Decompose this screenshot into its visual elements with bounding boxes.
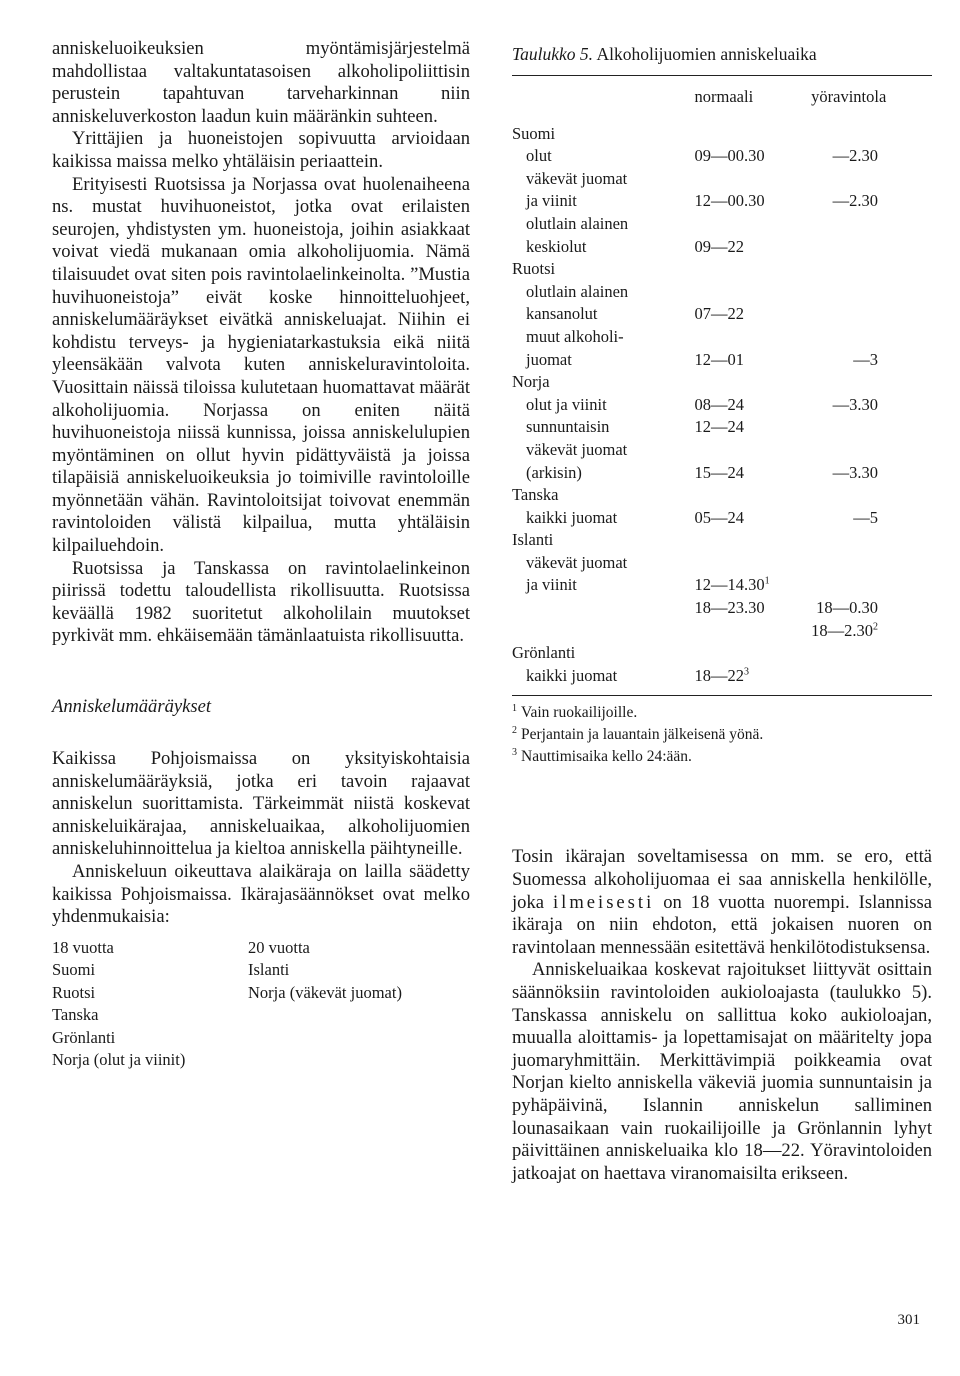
table-cell xyxy=(695,439,812,462)
table-row xyxy=(512,349,932,372)
table-cell xyxy=(512,665,695,688)
table-cell xyxy=(512,574,695,597)
text-run: Tosin ikärajan soveltamisessa on mm. se ero, että Suomessa alkoholijuomaa ei saa anniskella henkilölle, joka xyxy=(512,846,932,913)
table-cell xyxy=(811,552,932,575)
table-cell xyxy=(695,529,812,552)
table-cell xyxy=(695,597,812,620)
table-cell xyxy=(512,190,695,213)
paragraph-suitability: Yrittäjien ja huoneistojen sopivuutta arvioidaan kaikissa maissa melko yhtäläisin periaattein. xyxy=(52,128,470,172)
table-cell xyxy=(811,213,932,236)
table-cell xyxy=(512,326,695,349)
table-cell xyxy=(512,620,695,643)
table-cell xyxy=(811,281,932,304)
table-cell xyxy=(512,597,695,620)
table-row xyxy=(512,145,932,168)
cell-text: ja viinit xyxy=(526,575,577,595)
cell-text: kaikki juomat xyxy=(526,507,618,527)
page-number: 301 xyxy=(897,1312,920,1328)
table-row xyxy=(512,190,932,213)
footnote-text: Perjantain ja lauantain jälkeisenä yönä. xyxy=(521,726,764,744)
footnote xyxy=(512,746,932,768)
table-row xyxy=(512,665,932,688)
age-list-item: 18 vuotta xyxy=(52,937,114,957)
table-cell xyxy=(695,416,812,439)
table-cell xyxy=(512,484,695,507)
age-list-item: Norja (olut ja viinit) xyxy=(52,1050,186,1070)
cell-text: väkevät juomat xyxy=(526,439,628,459)
table-row xyxy=(512,281,932,304)
table-row xyxy=(512,371,932,394)
serving-hours-table xyxy=(512,76,932,687)
table-row xyxy=(512,574,932,597)
cell-text: juomat xyxy=(526,349,572,369)
table-cell xyxy=(695,326,812,349)
table-cell xyxy=(811,529,932,552)
age-list-item: Suomi xyxy=(52,960,96,980)
table-body xyxy=(512,123,932,688)
age-limit-list xyxy=(52,937,470,1072)
text-run: on 18 vuotta nuorempi. Islannissa ikäraja on niin ehdoton, että jokaisen nuoren on ravintolaan mennessään esitettävä henkilötodistuksensa. xyxy=(512,891,932,958)
footnote-marker: 1 xyxy=(764,575,770,587)
cell-text: 12—24 xyxy=(694,417,745,437)
table-cell xyxy=(512,529,695,552)
table-row xyxy=(512,529,932,552)
table-row xyxy=(512,236,932,259)
table-header-normal: normaali xyxy=(694,87,754,106)
cell-text: 12—00.30 xyxy=(694,191,765,211)
cell-text: 18—22 xyxy=(694,665,745,685)
table-cell xyxy=(512,213,695,236)
cell-text: 09—00.30 xyxy=(694,146,765,166)
cell-text: 05—24 xyxy=(694,507,745,527)
table-cell xyxy=(811,462,932,485)
cell-text: 12—01 xyxy=(694,349,745,369)
left-column xyxy=(52,38,470,1072)
paragraph-age-application xyxy=(512,846,932,959)
table-row xyxy=(512,258,932,281)
table-cell xyxy=(512,462,695,485)
table-cell xyxy=(695,303,812,326)
table-caption-number: 5. xyxy=(579,44,594,64)
cell-text: olutlain alainen xyxy=(526,213,629,233)
table-header-night: yöravintola xyxy=(811,87,887,106)
paragraph-serving-time: Anniskeluaikaa koskevat rajoitukset liittyvät osittain säännöksiin ravintoloiden aukioloajasta (taulukko 5). Tanskassa anniskelu on sallittua koko aukioloajan, muualla aloittamis- ja lopettamisajat on määritelty jopa juomaryhmittäin. Merkittävimpiä poikkeamia ovat Norjan kielto anniskella väkeviä juomia sunnuntaisin ja pyhäpäivinä, Islannin anniskelun salliminen lounasaikaan vain ruokailijoille ja Grönlannin lyhyt päivittäinen anniskeluaika klo 18—22. Yöravintoloiden jatkoajat on haettava viranomaisilta erikseen. xyxy=(512,959,932,1184)
right-text xyxy=(512,846,932,1185)
cell-text: 09—22 xyxy=(694,236,745,256)
table-cell xyxy=(695,642,812,665)
table-cell xyxy=(811,484,932,507)
cell-text: Grönlanti xyxy=(512,643,576,663)
cell-text: Islanti xyxy=(512,530,554,550)
paragraph-licensing: anniskeluoikeuksien myöntämisjärjestelmä mahdollistaa valtakuntatasoisen alkoholipoliittisin perustein tapahtuvan tarveharkinnan niin anniskeluverkoston laadun kuin määränkin suhteen. xyxy=(52,38,470,127)
table-cell xyxy=(512,439,695,462)
table-cell xyxy=(811,236,932,259)
footnote xyxy=(512,702,932,724)
cell-text: Tanska xyxy=(512,485,559,505)
table-cell xyxy=(512,145,695,168)
table-cell xyxy=(811,145,932,168)
table-cell xyxy=(695,145,812,168)
table-cell xyxy=(695,213,812,236)
table-row xyxy=(512,416,932,439)
age-list-18 xyxy=(52,937,248,1072)
cell-text: olut ja viinit xyxy=(526,394,607,414)
cell-text: —3.30 xyxy=(832,394,878,414)
footnote-number: 3 xyxy=(512,747,517,759)
cell-text: 07—22 xyxy=(694,304,745,324)
table-row xyxy=(512,168,932,191)
table-cell xyxy=(695,349,812,372)
table-cell xyxy=(512,303,695,326)
table-cell xyxy=(811,371,932,394)
table-cell xyxy=(512,168,695,191)
age-list-20 xyxy=(248,937,468,1072)
table-cell xyxy=(695,394,812,417)
cell-text: muut alkoholi- xyxy=(526,326,624,346)
table-cell xyxy=(512,236,695,259)
cell-text: 18—23.30 xyxy=(694,598,765,618)
cell-text: olut xyxy=(526,146,552,166)
cell-text: 18—2.30 xyxy=(811,620,873,640)
table-cell xyxy=(695,620,812,643)
cell-text: 08—24 xyxy=(694,394,745,414)
table-cell xyxy=(695,168,812,191)
table-cell xyxy=(811,665,932,688)
cell-text: sunnuntaisin xyxy=(526,417,610,437)
cell-text: Norja xyxy=(512,372,550,392)
table-row xyxy=(512,462,932,485)
age-list-item: Norja (väkevät juomat) xyxy=(248,982,402,1002)
emphasis-spaced: ilmeisesti xyxy=(552,891,655,913)
right-column xyxy=(512,38,932,1185)
table-cell xyxy=(512,394,695,417)
table-cell xyxy=(512,507,695,530)
table-cell xyxy=(512,416,695,439)
table-cell xyxy=(512,123,695,146)
cell-text: 15—24 xyxy=(694,462,745,482)
table-cell xyxy=(695,574,812,597)
cell-text: kansanolut xyxy=(526,304,598,324)
table-row xyxy=(512,552,932,575)
table-header-blank xyxy=(512,76,695,123)
cell-text: 18—0.30 xyxy=(816,598,878,618)
age-list-item: Grönlanti xyxy=(52,1027,116,1047)
footnote xyxy=(512,724,932,746)
age-list-item: Ruotsi xyxy=(52,982,96,1002)
footnote-text: Nauttimisaika kello 24:ään. xyxy=(521,748,692,766)
footnote-marker: 2 xyxy=(873,621,878,633)
table-cell xyxy=(811,190,932,213)
footnote-number: 1 xyxy=(512,703,517,715)
table-cell xyxy=(695,462,812,485)
cell-text: —3.30 xyxy=(832,462,878,482)
section-title: Anniskelumääräykset xyxy=(52,696,212,718)
cell-text: —3 xyxy=(853,349,878,369)
table-cell xyxy=(811,439,932,462)
age-list-item: Islanti xyxy=(248,960,290,980)
paragraph-age-limit: Anniskeluun oikeuttava alaikäraja on lailla säädetty kaikissa Pohjoismaissa. Ikärajasäännökset ovat melko yhdenmukaisia: xyxy=(52,861,470,928)
table-cell xyxy=(811,597,932,620)
table-row xyxy=(512,303,932,326)
table-cell xyxy=(695,258,812,281)
table-cell xyxy=(811,507,932,530)
table-row xyxy=(512,394,932,417)
footnote-text: Vain ruokailijoille. xyxy=(521,704,638,722)
cell-text: —2.30 xyxy=(832,191,878,211)
table-row xyxy=(512,620,932,643)
table-row xyxy=(512,484,932,507)
age-list-item: Tanska xyxy=(52,1005,99,1025)
table-cell xyxy=(811,620,932,643)
table-cell xyxy=(695,371,812,394)
table-bottom-rule xyxy=(512,695,932,696)
table-cell xyxy=(811,168,932,191)
table-cell xyxy=(512,281,695,304)
table-cell xyxy=(512,349,695,372)
table-cell xyxy=(695,281,812,304)
table-row xyxy=(512,439,932,462)
table-row xyxy=(512,507,932,530)
age-list-item: 20 vuotta xyxy=(248,937,310,957)
table-cell xyxy=(811,349,932,372)
table-cell xyxy=(695,507,812,530)
table-cell xyxy=(811,326,932,349)
table-cell xyxy=(512,642,695,665)
cell-text: kaikki juomat xyxy=(526,665,618,685)
cell-text: olutlain alainen xyxy=(526,281,629,301)
table-cell xyxy=(811,258,932,281)
table-caption xyxy=(512,44,932,65)
table-cell xyxy=(695,484,812,507)
table-cell xyxy=(695,552,812,575)
paragraph-regulations: Kaikissa Pohjoismaissa on yksityiskohtaisia anniskelumääräyksiä, jotka eri tavoin rajaavat anniskelun suorittamista. Tärkeimmät niistä koskevat anniskeluikärajaa, anniskeluaikaa, alkoholijuomien anniskeluhinnoittelua ja kieltoa anniskella päihtyneille. xyxy=(52,748,470,860)
table-cell xyxy=(512,258,695,281)
table-row xyxy=(512,597,932,620)
cell-text: —5 xyxy=(853,507,878,527)
table-cell xyxy=(695,123,812,146)
cell-text: 12—14.30 xyxy=(694,575,765,595)
paragraph-black-venues: Erityisesti Ruotsissa ja Norjassa ovat huolenaiheena ns. mustat huvihuoneistot, jotka ovat erilaisten seurojen, yhdistysten ym. huoneistoja, joihin asiakkaat voivat viedä mukanaan omia alkoholijuomia. Nämä tilaisuudet ovat siten pois ravintolaelinkeinolta. ”Mustia huvihuoneistoja” eivät koske hinnoitteluohjeet, anniskelumääräykset eivätkä anniskeluajat. Niihin ei kohdistu terveys- ja hygieniatarkastuksia eikä niitä yleensäkään valvota kuten anniskeluravintoloita. Vuosittain näissä tiloissa kulutetaan huomattavat määrät alkoholijuomia. Norjassa on eniten näitä huvihuoneistoja niissä kunnissa, joissa anniskelulupien myöntäminen on ollut hyvin pidättyväistä ja joissa tilapäisiä anniskeluoikeuksia jo toimiville ravintoloille myönnetään vähän. Ravintoloitsijat toivovat enemmän ravintoloiden välistä kilpailua, mutta yhtäläisin kilpailuehdoin. xyxy=(52,173,470,557)
cell-text: Ruotsi xyxy=(512,259,556,279)
cell-text: väkevät juomat xyxy=(526,168,628,188)
cell-text: (arkisin) xyxy=(526,462,582,482)
table-row xyxy=(512,213,932,236)
table-cell xyxy=(811,574,932,597)
table-cell xyxy=(811,303,932,326)
table-cell xyxy=(512,371,695,394)
table-cell xyxy=(811,123,932,146)
footnote-number: 2 xyxy=(512,725,517,737)
table-cell xyxy=(811,394,932,417)
table-cell xyxy=(695,190,812,213)
table-caption-text: Alkoholijuomien anniskeluaika xyxy=(596,44,817,64)
table-row xyxy=(512,326,932,349)
table-cell xyxy=(695,665,812,688)
cell-text: väkevät juomat xyxy=(526,552,628,572)
table-footnotes xyxy=(512,702,932,768)
paragraph-crime: Ruotsissa ja Tanskassa on ravintolaelinkeinon piirissä todettu taloudellista rikollisuutta. Ruotsissa keväällä 1982 suoritetut alkoholilain muutokset pyrkivät mm. ehkäisemään tämänlaatuista rikollisuutta. xyxy=(52,557,470,647)
table-row xyxy=(512,123,932,146)
table-cell xyxy=(695,236,812,259)
table-cell xyxy=(512,552,695,575)
cell-text: Suomi xyxy=(512,123,556,143)
cell-text: keskiolut xyxy=(526,236,587,256)
table-cell xyxy=(811,416,932,439)
table-caption-label: Taulukko xyxy=(512,44,576,64)
cell-text: ja viinit xyxy=(526,191,577,211)
footnote-marker: 3 xyxy=(744,666,750,678)
table-cell xyxy=(811,642,932,665)
table-row xyxy=(512,642,932,665)
table-header-row xyxy=(512,76,932,123)
cell-text: —2.30 xyxy=(832,146,878,166)
